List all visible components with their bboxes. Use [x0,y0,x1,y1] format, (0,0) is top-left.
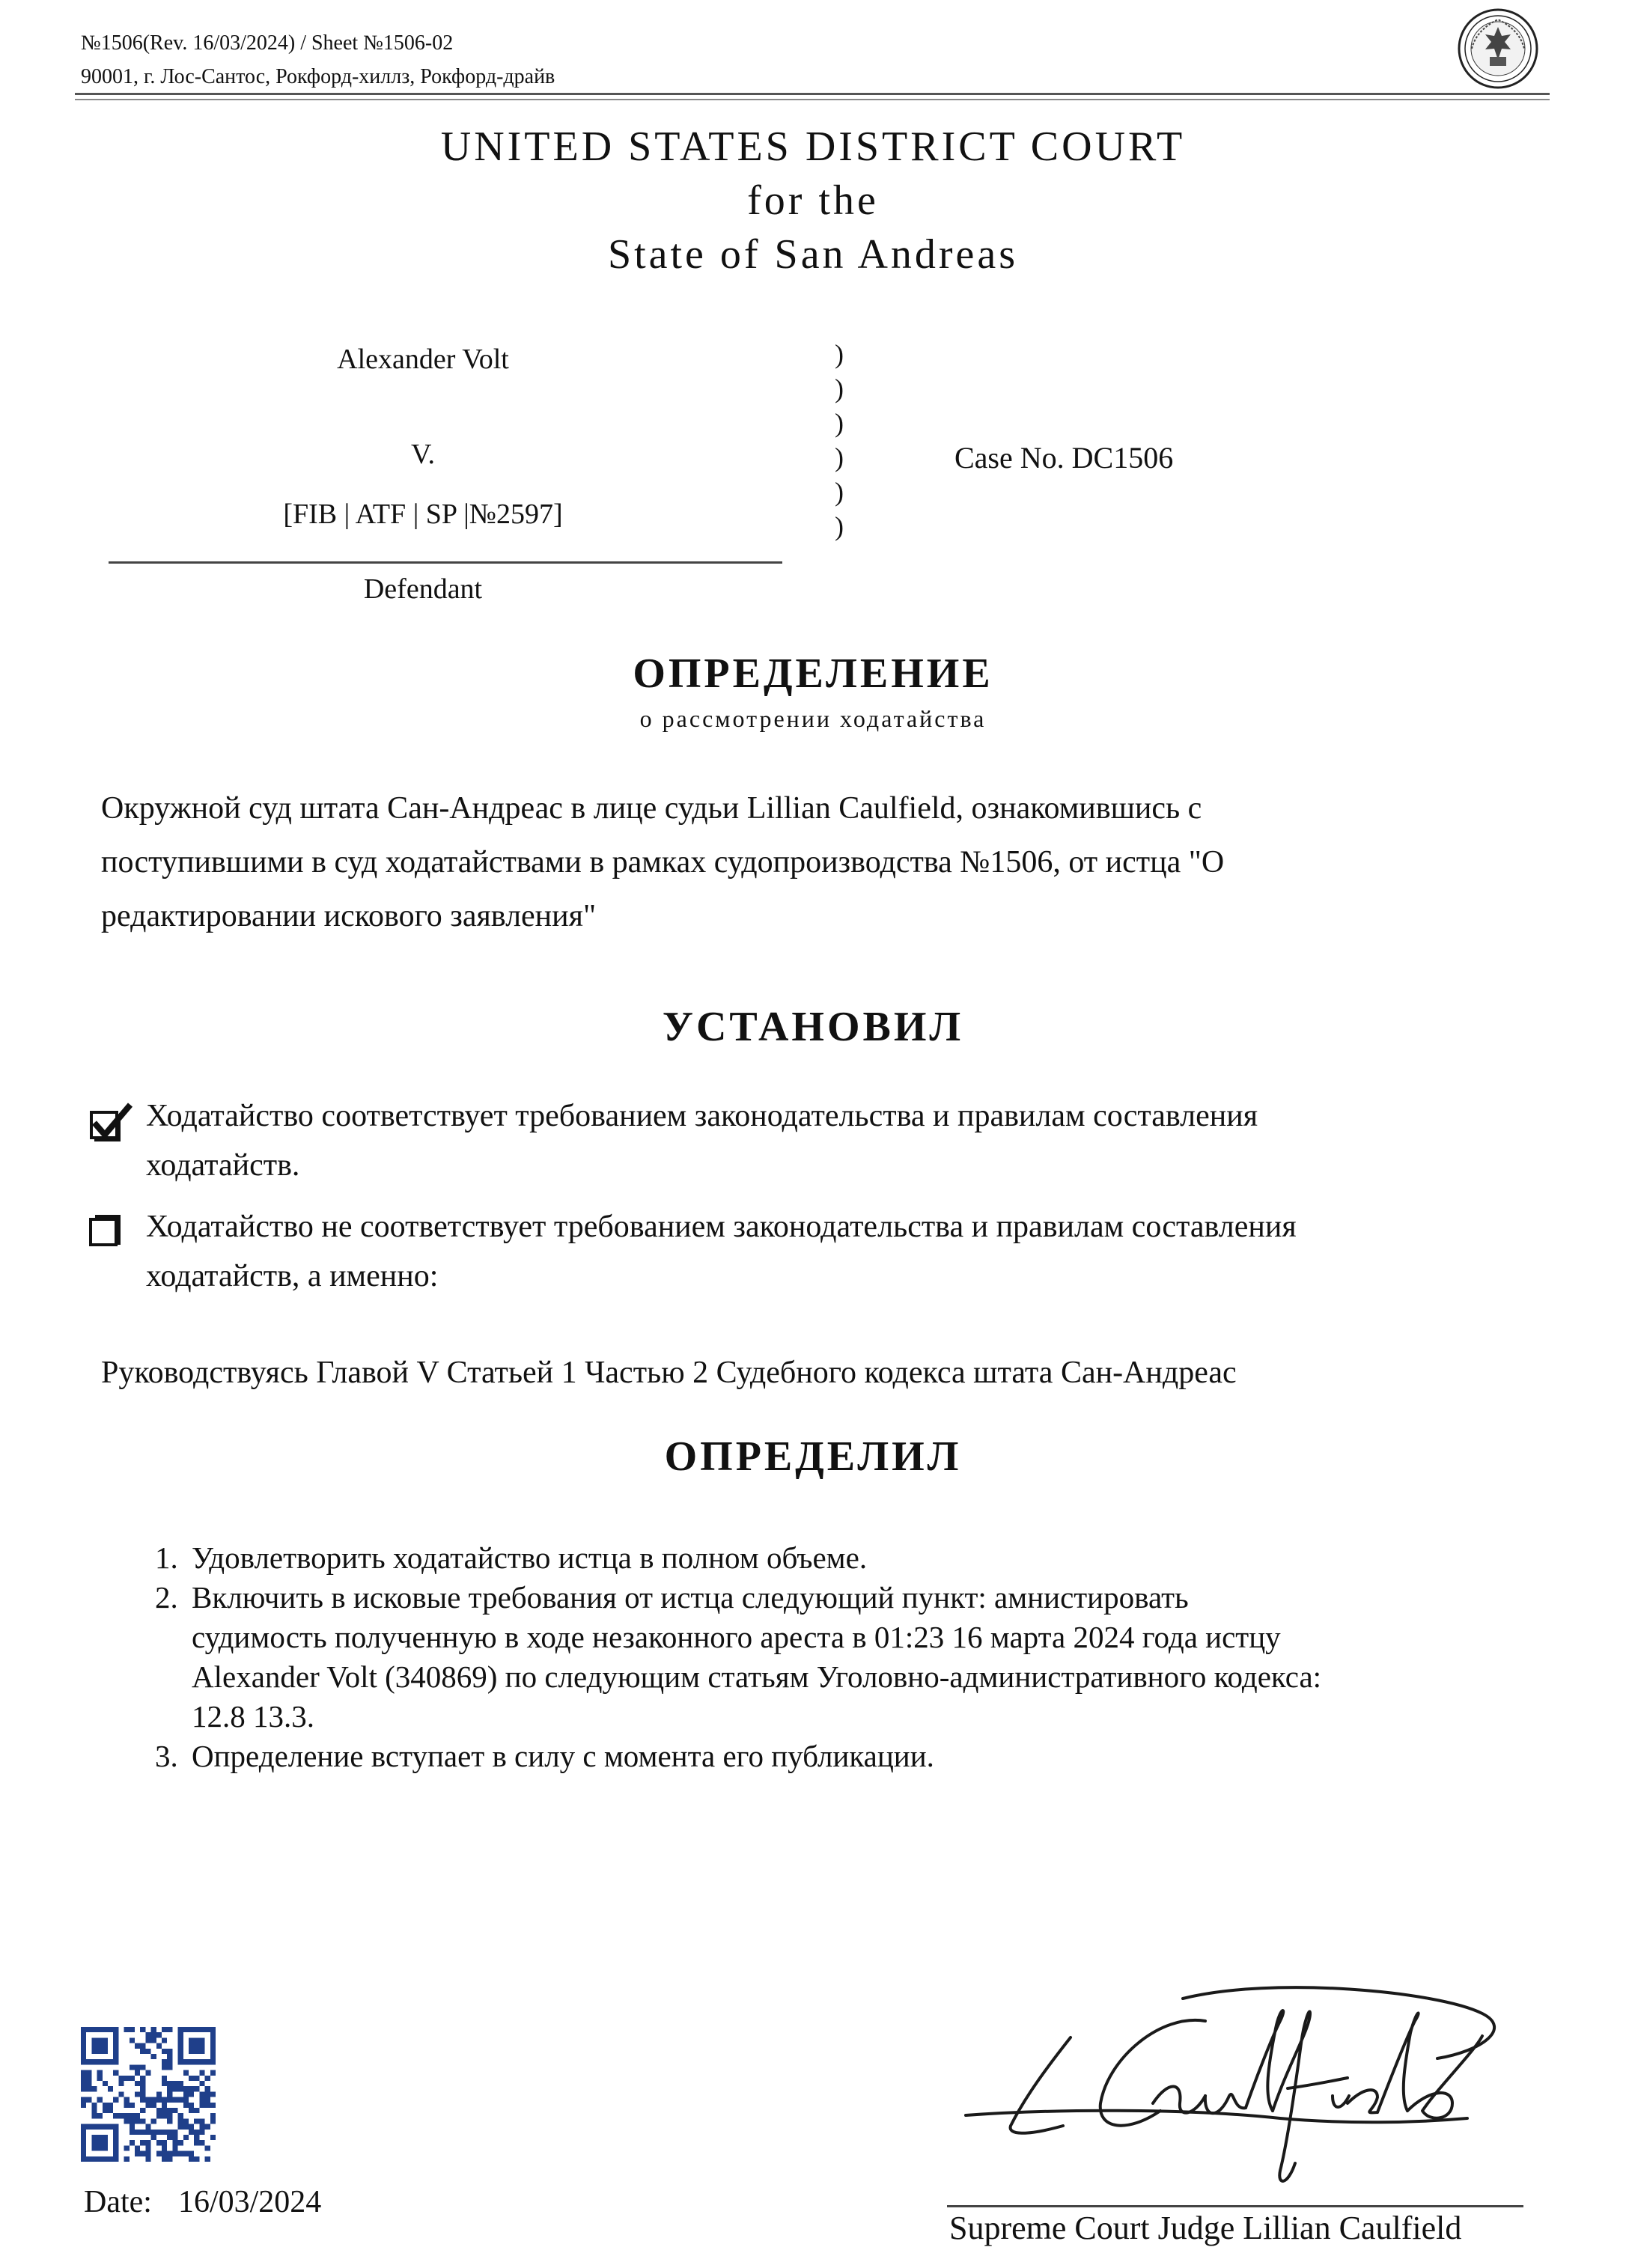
ruling-list [155,1538,1562,1776]
intro-paragraph [101,781,1561,943]
header-rule-top [75,93,1550,95]
defendant-label: Defendant [363,573,483,605]
document-subtitle: о рассмотрении ходатайства [639,705,987,732]
option-line: ходатайств. [146,1148,300,1183]
item-line: судимость полученную в ходе незаконного ареста в 01:23 16 марта 2024 года истцу [192,1620,1281,1654]
date-value: 16/03/2024 [177,2185,322,2219]
paren: ) [835,374,844,403]
defendant-name: [FIB | ATF | SP |№2597] [283,499,563,530]
item-line: Alexander Volt (340869) по следующим статьям Уголовно-административного кодекса: [192,1659,1322,1694]
date-label: Date: [84,2185,152,2219]
court-address: 90001, г. Лос-Сантос, Рокфорд-хиллз, Рокфорд-драйв [81,65,555,88]
paren: ) [835,477,844,507]
intro-line: поступившими в суд ходатайствами в рамках судопроизводства №1506, от истца "О [101,845,1225,880]
option-line: Ходатайство не соответствует требованием законодательства и правилам составления [146,1210,1297,1244]
court-for: for the [747,177,879,224]
list-item [155,1578,1562,1737]
qr-code-icon [81,2027,216,2162]
option-not-complies-text [146,1202,1553,1301]
item-line: Удовлетворить ходатайство истца в полном объеме. [192,1540,868,1575]
case-number: Case No. DC1506 [954,441,1174,475]
seal-icon [1457,7,1539,90]
signer-name: Supreme Court Judge Lillian Caulfield [949,2210,1462,2246]
item-number: 3. [155,1739,178,1773]
sheet-number: №1506(Rev. 16/03/2024) / Sheet №1506-02 [81,31,454,55]
paren: ) [835,442,844,472]
caption-rule [109,561,782,564]
paren: ) [835,408,844,438]
empty-box-icon [88,1213,126,1250]
option-line: Ходатайство соответствует требованием законодательства и правилам составления [146,1099,1258,1133]
item-line: Определение вступает в силу с момента его публикации. [192,1739,934,1773]
established-heading: УСТАНОВИЛ [662,1004,964,1050]
paren: ) [835,339,844,369]
plaintiff-name: Alexander Volt [337,344,509,375]
document-title: ОПРЕДЕЛЕНИЕ [633,650,993,697]
option-complies-text [146,1091,1553,1190]
header-rule-bottom [75,99,1550,100]
item-line: Включить в исковые требования от истца следующий пункт: амнистировать [192,1580,1189,1615]
item-number: 1. [155,1540,178,1575]
court-state: State of San Andreas [607,231,1019,278]
checked-box-icon [88,1102,135,1144]
item-line: 12.8 13.3. [192,1699,314,1734]
item-number: 2. [155,1580,178,1615]
checkbox-not-complies[interactable] [88,1213,126,1250]
guided-by-text: Руководствуясь Главой V Статьей 1 Частью 2 Судебного кодекса штата Сан-Андреас [101,1356,1237,1390]
intro-line: Окружной суд штата Сан-Андреас в лице судьи Lillian Caulfield, ознакомившись с [101,791,1202,826]
paren: ) [835,511,844,541]
option-line: ходатайств, а именно: [146,1259,439,1293]
list-item [155,1538,1562,1578]
caption-parens [835,337,844,543]
list-item [155,1737,1562,1776]
signature [958,1976,1527,2201]
versus: V. [410,439,436,470]
court-name: UNITED STATES DISTRICT COURT [440,124,1186,170]
ruling-heading: ОПРЕДЕЛИЛ [664,1433,962,1480]
checkbox-complies[interactable] [88,1102,135,1144]
intro-line: редактировании искового заявления" [101,899,597,933]
date-line [84,2184,321,2220]
